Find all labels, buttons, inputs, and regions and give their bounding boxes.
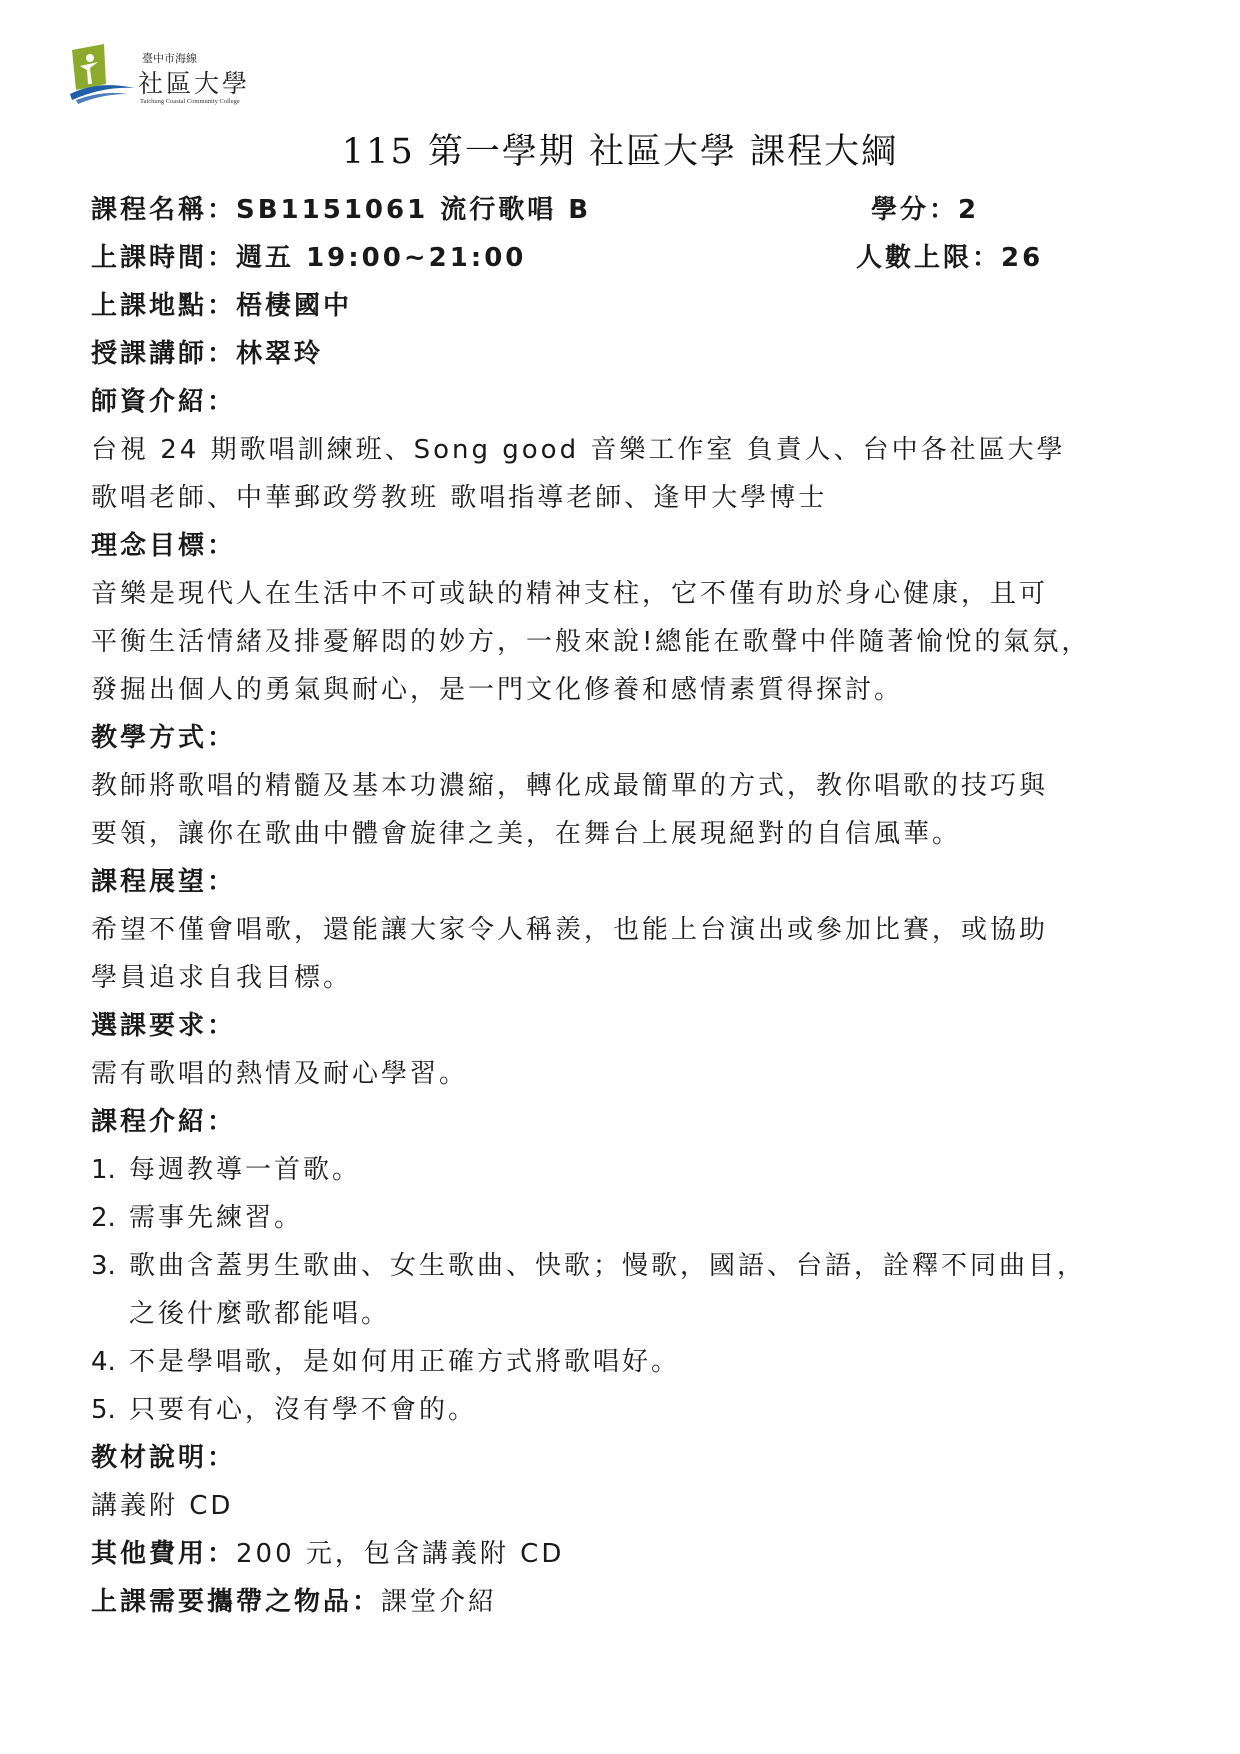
list-item [91, 1194, 1171, 1242]
list-text: 歌曲含蓋男生歌曲、女生歌曲、快歌；慢歌，國語、台語，詮釋不同曲目， [129, 1251, 1087, 1281]
course-name-value: SB1151061 流行歌唱 B [236, 195, 592, 225]
teaching-method-line: 教師將歌唱的精髓及基本功濃縮，轉化成最簡單的方式，教你唱歌的技巧與 [91, 771, 1049, 801]
list-item-continuation: 之後什麼歌都能唱。 [129, 1299, 391, 1329]
items-to-bring-label: 上課需要攜帶之物品： [91, 1587, 382, 1617]
philosophy-line: 音樂是現代人在生活中不可或缺的精神支柱，它不僅有助於身心健康，且可 [91, 579, 1049, 609]
logo-english-text: Taichung Coastal Community College [140, 98, 240, 105]
list-number: 1. [91, 1155, 116, 1185]
teacher-bio-line: 台視 24 期歌唱訓練班、Song good 音樂工作室 負責人、台中各社區大學 [91, 435, 1066, 465]
capacity-label: 人數上限： [856, 243, 1002, 273]
location-row [91, 282, 1171, 330]
list-number: 4. [91, 1347, 116, 1377]
other-fees-row [91, 1530, 1171, 1578]
list-number: 3. [91, 1251, 116, 1281]
teacher-bio-line: 歌唱老師、中華郵政勞教班 歌唱指導老師、逢甲大學博士 [91, 483, 828, 513]
syllabus-content [91, 186, 1171, 1626]
logo-main-text: 社區大學 [138, 69, 251, 98]
materials-line: 講義附 CD [91, 1491, 234, 1521]
outlook-line: 學員追求自我目標。 [91, 963, 353, 993]
class-time-value: 週五 19:00~21:00 [236, 243, 527, 273]
capacity-field [856, 234, 1043, 282]
other-fees-value: 200 元，包含講義附 CD [236, 1539, 565, 1569]
credits-label: 學分： [871, 195, 959, 225]
course-name-label: 課程名稱： [91, 195, 237, 225]
philosophy-line: 發掘出個人的勇氣與耐心，是一門文化修養和感情素質得探討。 [91, 675, 904, 705]
materials-heading: 教材說明： [91, 1443, 237, 1473]
teacher-bio-heading: 師資介紹： [91, 387, 237, 417]
list-text: 只要有心，沒有學不會的。 [129, 1395, 478, 1425]
outlook-heading: 課程展望： [91, 867, 237, 897]
instructor-value: 林翠玲 [236, 339, 324, 369]
page-title: 115 第一學期 社區大學 課程大綱 [341, 132, 899, 172]
other-fees-label: 其他費用： [91, 1539, 237, 1569]
class-time-label: 上課時間： [91, 243, 237, 273]
credits-field [871, 186, 979, 234]
list-number: 2. [91, 1203, 116, 1233]
requirements-line: 需有歌唱的熱情及耐心學習。 [91, 1059, 469, 1089]
list-item [91, 1338, 1171, 1386]
course-intro-heading: 課程介紹： [91, 1107, 237, 1137]
course-name-row [91, 186, 1171, 234]
location-value: 梧棲國中 [236, 291, 353, 321]
philosophy-line: 平衡生活情緒及排憂解悶的妙方，一般來說!總能在歌聲中伴隨著愉悅的氣氛， [91, 627, 1091, 657]
class-time-row [91, 234, 1171, 282]
logo-emblem-icon [68, 44, 148, 104]
capacity-value: 26 [1001, 243, 1044, 273]
items-to-bring-value: 課堂介紹 [381, 1587, 498, 1617]
teaching-method-heading: 教學方式： [91, 723, 237, 753]
outlook-line: 希望不僅會唱歌，還能讓大家令人稱羨，也能上台演出或參加比賽，或協助 [91, 915, 1049, 945]
location-label: 上課地點： [91, 291, 237, 321]
credits-value: 2 [958, 195, 980, 225]
list-text: 不是學唱歌，是如何用正確方式將歌唱好。 [129, 1347, 681, 1377]
requirements-heading: 選課要求： [91, 1011, 237, 1041]
list-item [91, 1146, 1171, 1194]
instructor-row [91, 330, 1171, 378]
college-logo [68, 44, 278, 110]
logo-small-text: 臺中市海線 [142, 52, 197, 65]
instructor-label: 授課講師： [91, 339, 237, 369]
list-number: 5. [91, 1395, 116, 1425]
list-item [91, 1242, 1171, 1290]
list-text: 每週教導一首歌。 [129, 1155, 362, 1185]
items-to-bring-row [91, 1578, 1171, 1626]
teaching-method-line: 要領，讓你在歌曲中體會旋律之美，在舞台上展現絕對的自信風華。 [91, 819, 962, 849]
list-text: 需事先練習。 [129, 1203, 304, 1233]
philosophy-heading: 理念目標： [91, 531, 237, 561]
list-item [91, 1386, 1171, 1434]
